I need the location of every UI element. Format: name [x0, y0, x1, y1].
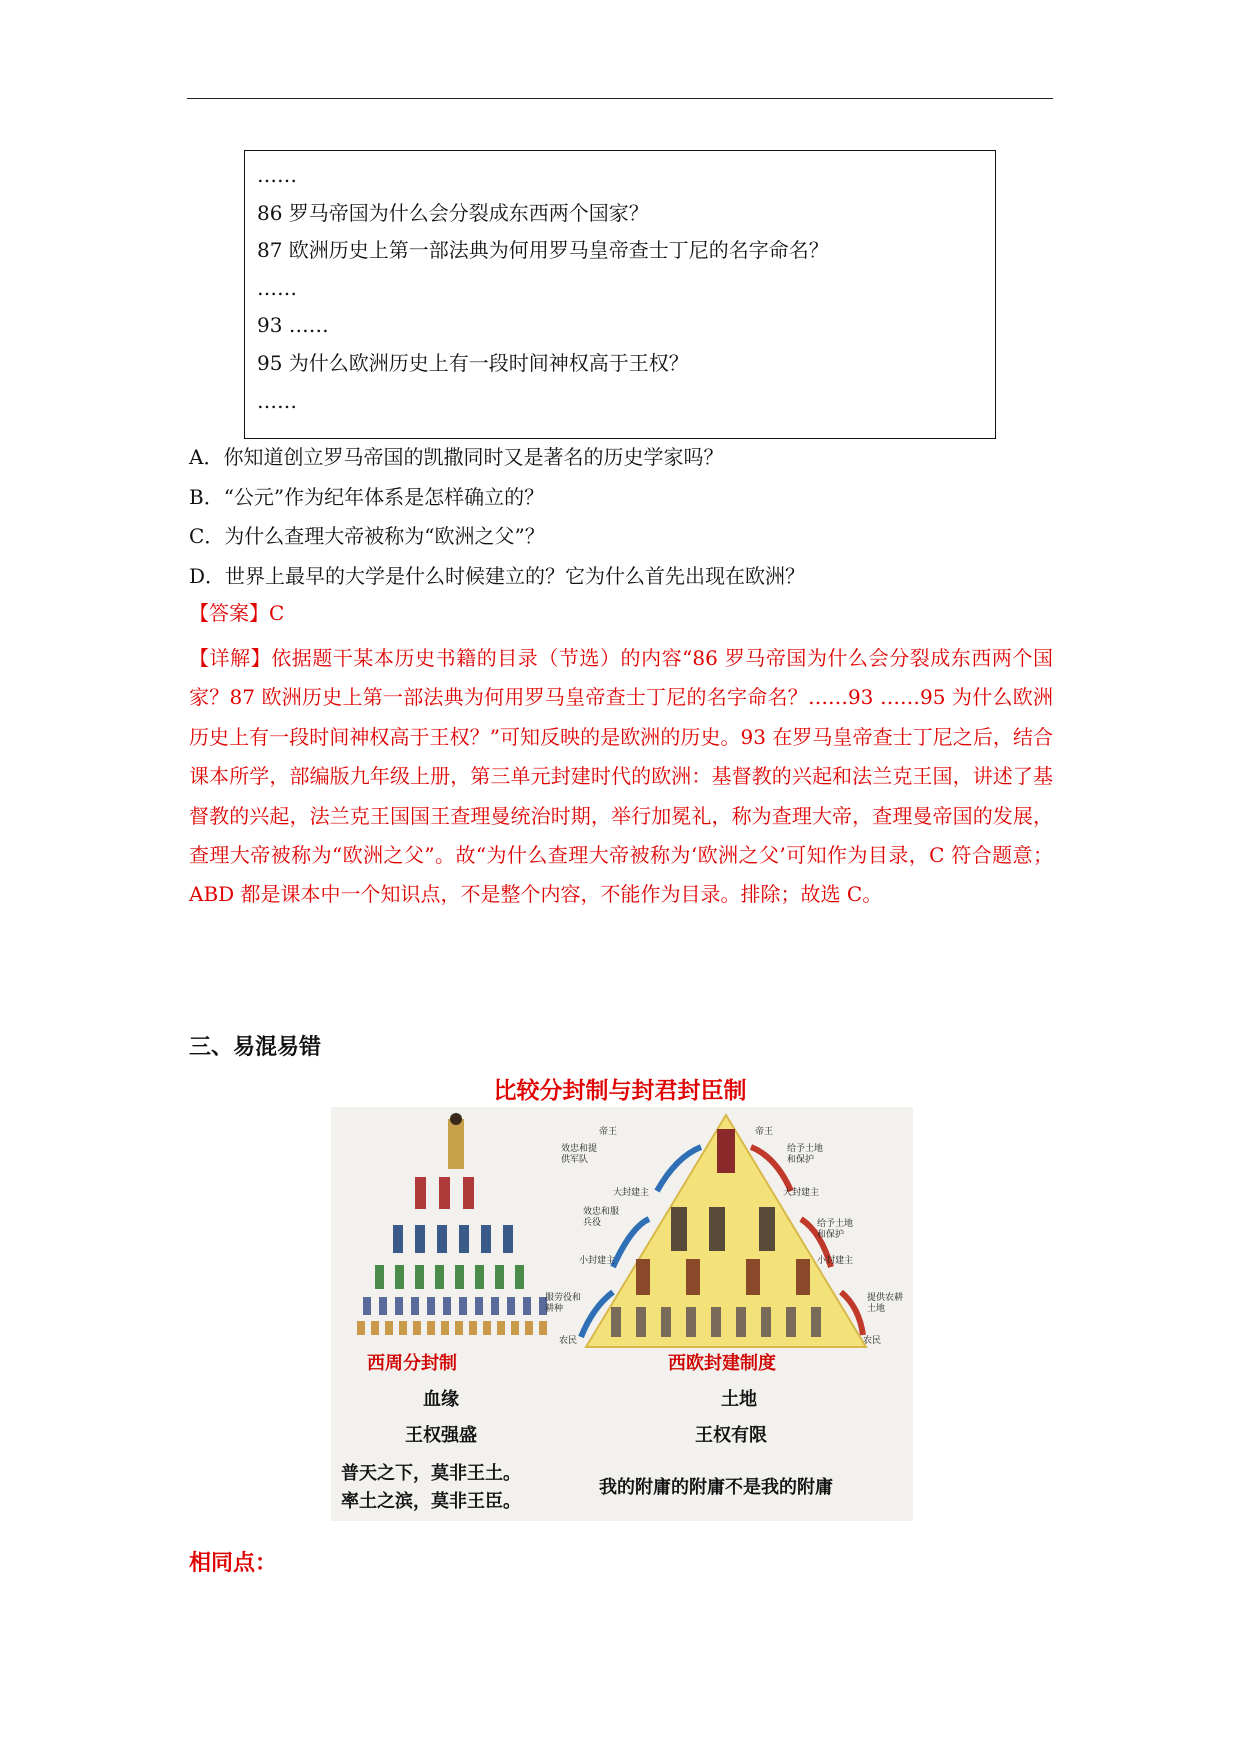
option-d: D．世界上最早的大学是什么时候建立的？它为什么首先出现在欧洲？ [189, 563, 806, 588]
section-title: 三、易混易错 [189, 1035, 322, 1060]
zhou-quote-line1: 普天之下，莫非王土。 [341, 1463, 521, 1484]
label-great-lord-right: 大封建主 [783, 1188, 820, 1198]
toc-line: …… [257, 388, 297, 413]
toc-line: 95 为什么欧洲历史上有一段时间神权高于王权？ [257, 350, 689, 375]
caption-western-zhou: 西周分封制 [367, 1353, 457, 1374]
toc-line: 93 …… [257, 313, 329, 338]
detail-explanation: 【详解】依据题干某本历史书籍的目录（节选）的内容“86 罗马帝国为什么会分裂成东西两个国家？87 欧洲历史上第一部法典为何用罗马皇帝查士丁尼的名字命名？……93 ……95 为什么欧洲历史上有一段时间神权高于王权？”可知反映的是欧洲的历史。93 在罗马皇帝查士丁尼之后，结合课本所学，部编版九年级上册，第三单元封建时代的欧洲：基督教的兴起和法兰克王国，讲述了基督教的兴起，法兰克王国国王查理曼统治时期，举行加冕礼，称为查理大帝，查理曼帝国的发展，查理大帝被称为“欧洲之父”。故“为什么查理大帝被称为‘欧洲之父’可知作为目录，C 符合题意；ABD 都是课本中一个知识点，不是整个内容，不能作为目录。排除；故选 C。 [189, 646, 1053, 907]
toc-line: 86 罗马帝国为什么会分裂成东西两个国家？ [257, 200, 649, 225]
toc-line: 87 欧洲历史上第一部法典为何用罗马皇帝查士丁尼的名字命名？ [257, 238, 829, 263]
zhou-quote-line2: 率土之滨，莫非王臣。 [341, 1491, 521, 1512]
same-point-heading: 相同点： [189, 1551, 278, 1576]
label-small-lord-left: 小封建主 [579, 1256, 616, 1266]
label-give-land-1: 给予土地和保护 [787, 1144, 824, 1165]
label-king-right: 帝王 [755, 1127, 774, 1137]
zhou-basis: 血缘 [423, 1389, 459, 1410]
label-loyalty-troops: 效忠和提供军队 [561, 1144, 598, 1165]
label-great-lord-left: 大封建主 [613, 1188, 650, 1198]
zhou-power: 王权强盛 [405, 1425, 477, 1446]
europe-basis: 土地 [721, 1389, 757, 1410]
toc-line: …… [257, 163, 297, 187]
option-b: B．“公元”作为纪年体系是怎样确立的？ [189, 484, 545, 509]
label-peasant-left: 农民 [559, 1336, 578, 1346]
answer-options [189, 438, 1049, 596]
label-small-lord-right: 小封建主 [817, 1256, 854, 1266]
toc-excerpt-box [244, 150, 996, 439]
comparison-figure [331, 1107, 913, 1521]
label-give-land-2: 给予土地和保护 [817, 1219, 854, 1240]
answer-line: 【答案】C [189, 601, 285, 625]
option-c: C．为什么查理大帝被称为“欧洲之父”？ [189, 524, 545, 548]
europe-power: 王权有限 [695, 1425, 767, 1446]
figure-title: 比较分封制与封君封臣制 [493, 1078, 747, 1104]
label-loyalty-service: 效忠和服兵役 [583, 1207, 620, 1228]
label-labor: 服劳役和耕种 [545, 1293, 582, 1314]
label-peasant-right: 农民 [863, 1336, 882, 1346]
toc-line: …… [257, 275, 297, 300]
label-provide-land: 提供农耕土地 [867, 1293, 904, 1314]
option-a: A．你知道创立罗马帝国的凯撒同时又是著名的历史学家吗？ [189, 445, 724, 469]
caption-western-europe: 西欧封建制度 [668, 1353, 776, 1374]
label-king-left: 帝王 [599, 1127, 618, 1137]
header-rule [187, 98, 1053, 99]
europe-quote: 我的附庸的附庸不是我的附庸 [599, 1477, 833, 1498]
